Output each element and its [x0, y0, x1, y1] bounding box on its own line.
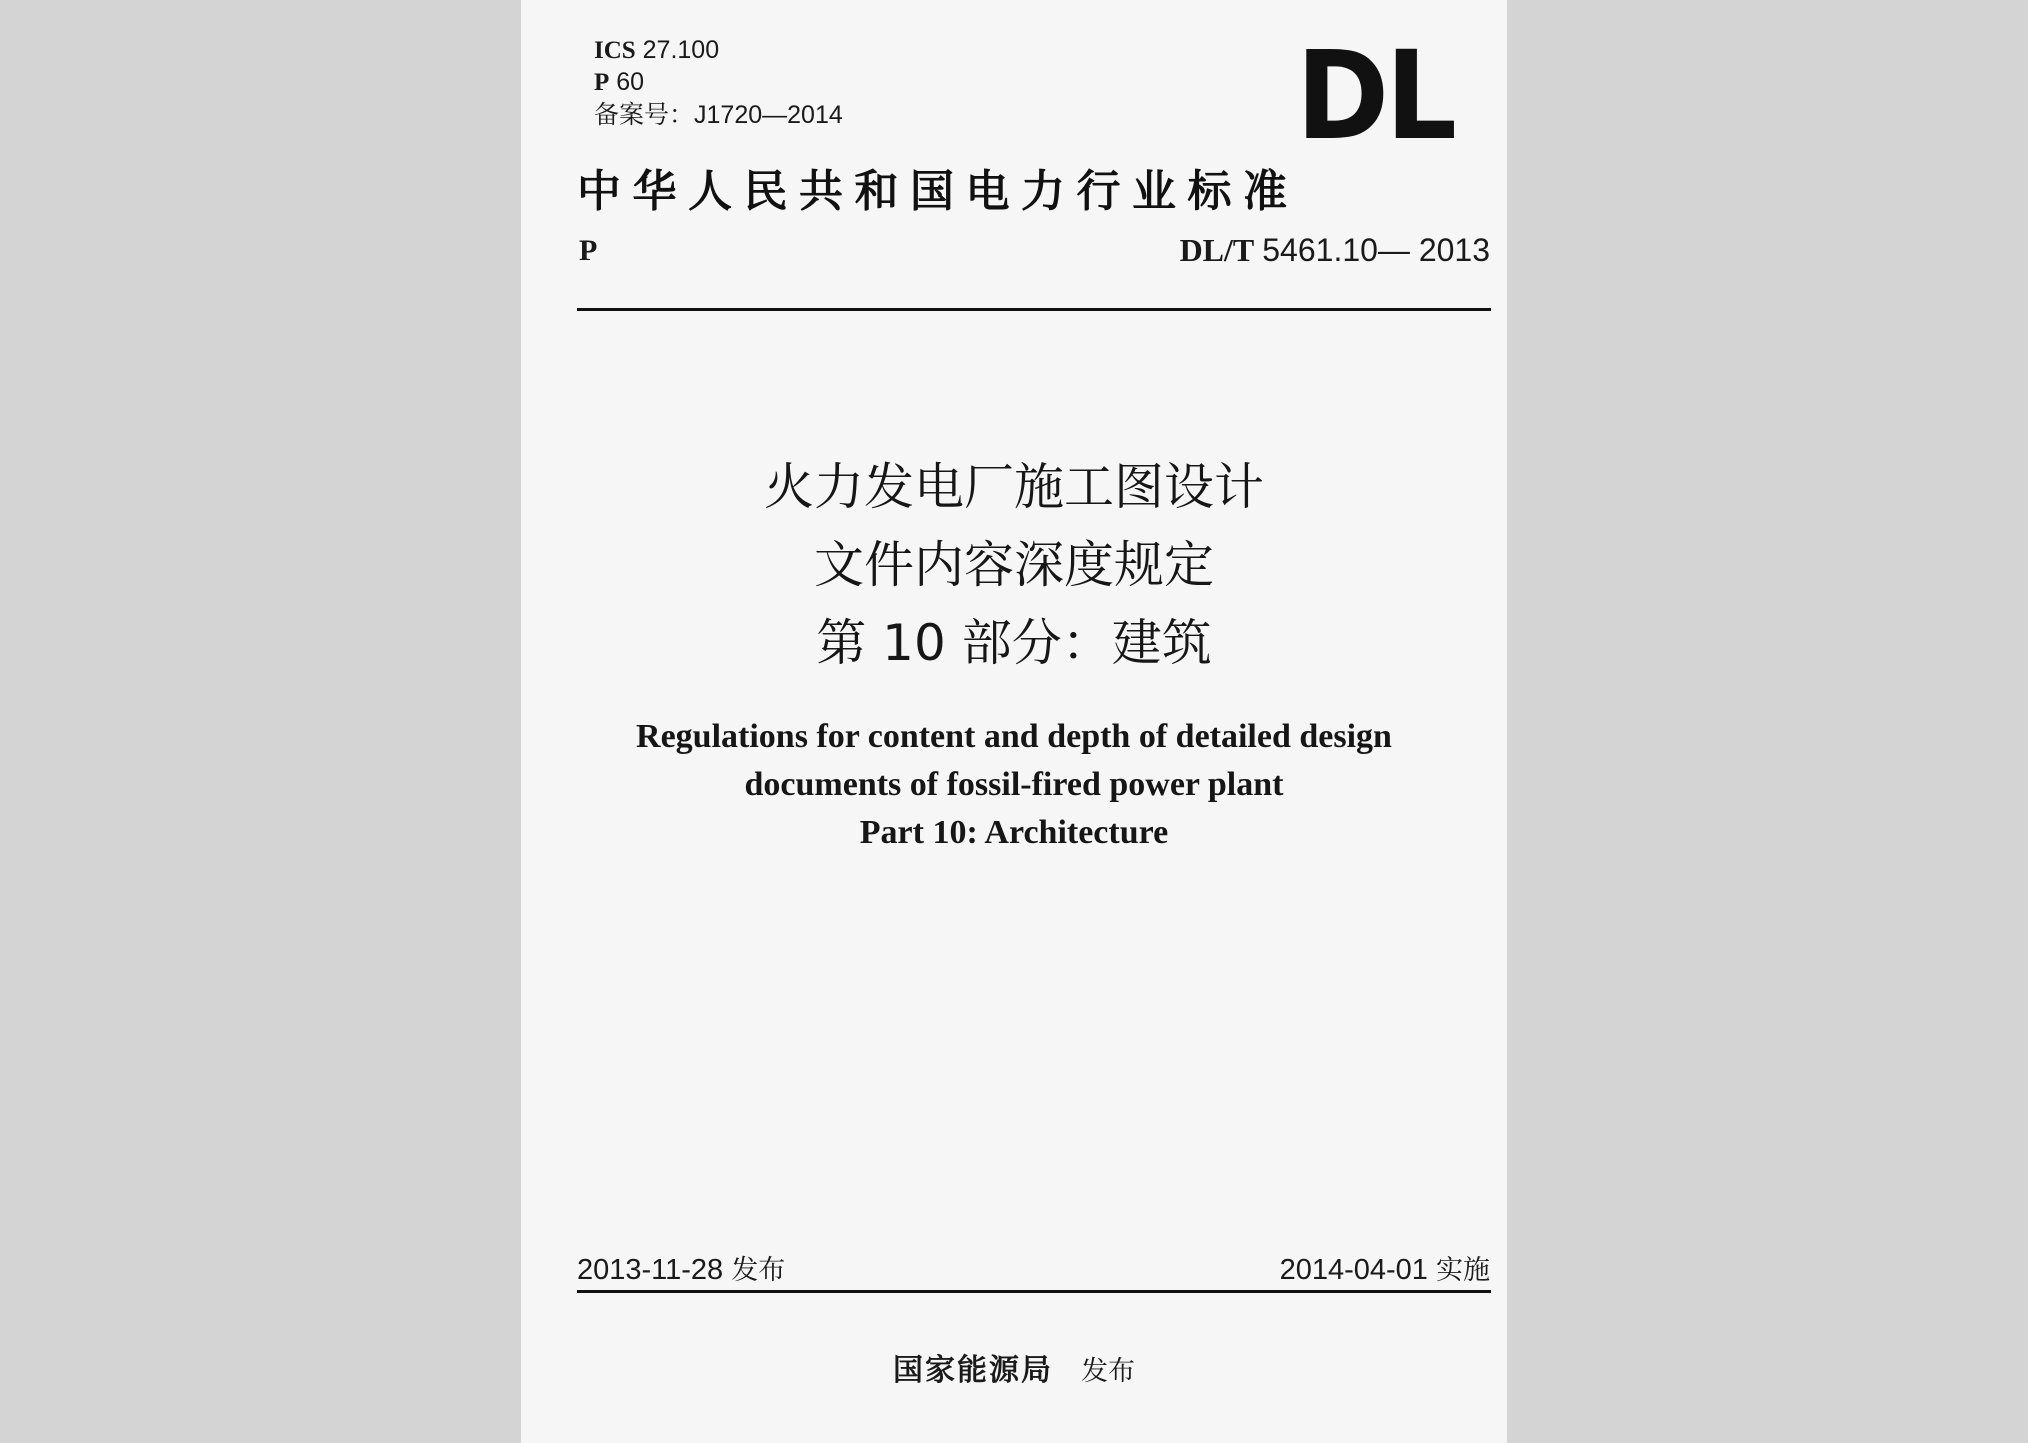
- classification-letter: P: [579, 234, 598, 267]
- dl-logo: DL: [1296, 25, 1454, 167]
- standard-number: DL/T 5461.10— 2013: [1179, 232, 1490, 268]
- title-en-line-2: documents of fossil-fired power plant: [744, 766, 1284, 803]
- title-en-line-1: Regulations for content and depth of detailed design: [636, 718, 1392, 755]
- standard-cover-page: [521, 0, 1507, 1443]
- title-cn-line-1: 火力发电厂施工图设计: [764, 458, 1264, 516]
- publisher: 国家能源局 发布: [893, 1353, 1135, 1388]
- industry-standard-title: 中华人民共和国电力行业标准: [577, 166, 1299, 217]
- title-en-line-3: Part 10: Architecture: [859, 814, 1169, 851]
- header-divider: [577, 308, 1491, 311]
- effective-date: 2014-04-01 实施: [1279, 1254, 1490, 1286]
- filing-number: 备案号：J1720—2014: [594, 101, 843, 129]
- title-cn-line-2: 文件内容深度规定: [814, 536, 1214, 594]
- category-code: P 60: [594, 68, 645, 96]
- footer-divider: [577, 1290, 1491, 1293]
- title-cn-line-3: 第 10 部分：建筑: [816, 614, 1212, 672]
- release-date: 2013-11-28 发布: [577, 1254, 786, 1286]
- ics-code: ICS 27.100: [594, 36, 720, 64]
